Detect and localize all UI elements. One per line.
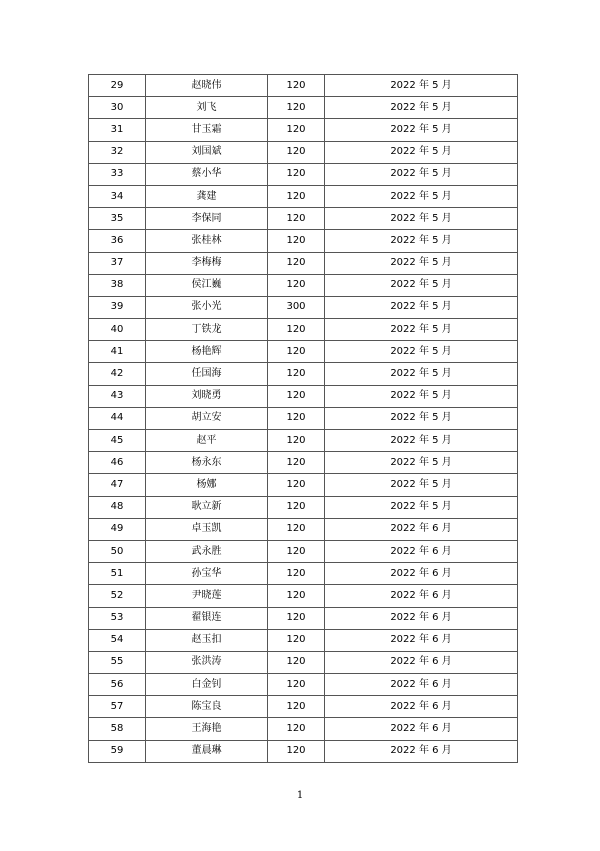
row-number-cell: 58 <box>89 718 146 740</box>
amount-cell: 120 <box>268 651 325 673</box>
row-number-cell: 33 <box>89 163 146 185</box>
date-cell: 2022 年 5 月 <box>325 163 518 185</box>
amount-cell: 300 <box>268 296 325 318</box>
amount-cell: 120 <box>268 274 325 296</box>
table-row <box>89 185 518 207</box>
date-cell: 2022 年 5 月 <box>325 363 518 385</box>
name-cell: 武永胜 <box>146 540 268 562</box>
amount-cell: 120 <box>268 341 325 363</box>
table-row <box>89 119 518 141</box>
amount-cell: 120 <box>268 252 325 274</box>
page-number: 1 <box>296 790 304 801</box>
name-cell: 刘晓勇 <box>146 385 268 407</box>
row-number-cell: 43 <box>89 385 146 407</box>
name-cell: 蔡小华 <box>146 163 268 185</box>
row-number-cell: 50 <box>89 540 146 562</box>
date-cell: 2022 年 5 月 <box>325 496 518 518</box>
amount-cell: 120 <box>268 119 325 141</box>
date-cell: 2022 年 6 月 <box>325 518 518 540</box>
name-cell: 耿立新 <box>146 496 268 518</box>
table-row <box>89 407 518 429</box>
date-cell: 2022 年 6 月 <box>325 585 518 607</box>
date-cell: 2022 年 6 月 <box>325 540 518 562</box>
roster-table-body <box>89 75 518 763</box>
row-number-cell: 44 <box>89 407 146 429</box>
amount-cell: 120 <box>268 718 325 740</box>
table-row <box>89 141 518 163</box>
name-cell: 卓玉凯 <box>146 518 268 540</box>
date-cell: 2022 年 5 月 <box>325 319 518 341</box>
row-number-cell: 49 <box>89 518 146 540</box>
row-number-cell: 42 <box>89 363 146 385</box>
name-cell: 赵平 <box>146 430 268 452</box>
date-cell: 2022 年 6 月 <box>325 629 518 651</box>
date-cell: 2022 年 5 月 <box>325 452 518 474</box>
table-row <box>89 674 518 696</box>
table-row <box>89 385 518 407</box>
table-row <box>89 430 518 452</box>
amount-cell: 120 <box>268 696 325 718</box>
table-row <box>89 274 518 296</box>
date-cell: 2022 年 5 月 <box>325 430 518 452</box>
name-cell: 杨永东 <box>146 452 268 474</box>
table-row <box>89 363 518 385</box>
name-cell: 刘国斌 <box>146 141 268 163</box>
name-cell: 龚建 <box>146 185 268 207</box>
table-row <box>89 607 518 629</box>
amount-cell: 120 <box>268 385 325 407</box>
date-cell: 2022 年 5 月 <box>325 407 518 429</box>
row-number-cell: 45 <box>89 430 146 452</box>
amount-cell: 120 <box>268 97 325 119</box>
amount-cell: 120 <box>268 430 325 452</box>
amount-cell: 120 <box>268 585 325 607</box>
row-number-cell: 53 <box>89 607 146 629</box>
row-number-cell: 38 <box>89 274 146 296</box>
row-number-cell: 46 <box>89 452 146 474</box>
row-number-cell: 39 <box>89 296 146 318</box>
amount-cell: 120 <box>268 674 325 696</box>
amount-cell: 120 <box>268 452 325 474</box>
amount-cell: 120 <box>268 185 325 207</box>
name-cell: 李梅梅 <box>146 252 268 274</box>
table-row <box>89 651 518 673</box>
row-number-cell: 36 <box>89 230 146 252</box>
table-row <box>89 518 518 540</box>
amount-cell: 120 <box>268 496 325 518</box>
date-cell: 2022 年 6 月 <box>325 607 518 629</box>
name-cell: 甘玉霜 <box>146 119 268 141</box>
date-cell: 2022 年 5 月 <box>325 252 518 274</box>
amount-cell: 120 <box>268 75 325 97</box>
row-number-cell: 34 <box>89 185 146 207</box>
name-cell: 丁铁龙 <box>146 319 268 341</box>
name-cell: 杨艳辉 <box>146 341 268 363</box>
name-cell: 李保同 <box>146 208 268 230</box>
table-row <box>89 208 518 230</box>
row-number-cell: 30 <box>89 97 146 119</box>
name-cell: 张桂林 <box>146 230 268 252</box>
amount-cell: 120 <box>268 474 325 496</box>
table-row <box>89 718 518 740</box>
amount-cell: 120 <box>268 518 325 540</box>
row-number-cell: 59 <box>89 740 146 762</box>
date-cell: 2022 年 5 月 <box>325 230 518 252</box>
row-number-cell: 37 <box>89 252 146 274</box>
row-number-cell: 31 <box>89 119 146 141</box>
row-number-cell: 55 <box>89 651 146 673</box>
date-cell: 2022 年 5 月 <box>325 385 518 407</box>
table-row <box>89 452 518 474</box>
amount-cell: 120 <box>268 163 325 185</box>
amount-cell: 120 <box>268 407 325 429</box>
name-cell: 赵玉扣 <box>146 629 268 651</box>
row-number-cell: 41 <box>89 341 146 363</box>
row-number-cell: 54 <box>89 629 146 651</box>
amount-cell: 120 <box>268 629 325 651</box>
date-cell: 2022 年 5 月 <box>325 97 518 119</box>
name-cell: 白金钊 <box>146 674 268 696</box>
table-row <box>89 585 518 607</box>
name-cell: 刘飞 <box>146 97 268 119</box>
row-number-cell: 40 <box>89 319 146 341</box>
date-cell: 2022 年 5 月 <box>325 119 518 141</box>
name-cell: 杨娜 <box>146 474 268 496</box>
table-row <box>89 629 518 651</box>
name-cell: 陈宝良 <box>146 696 268 718</box>
amount-cell: 120 <box>268 319 325 341</box>
date-cell: 2022 年 5 月 <box>325 208 518 230</box>
row-number-cell: 48 <box>89 496 146 518</box>
amount-cell: 120 <box>268 363 325 385</box>
table-row <box>89 740 518 762</box>
date-cell: 2022 年 6 月 <box>325 740 518 762</box>
table-row <box>89 252 518 274</box>
name-cell: 孙宝华 <box>146 563 268 585</box>
amount-cell: 120 <box>268 208 325 230</box>
table-row <box>89 97 518 119</box>
table-row <box>89 75 518 97</box>
date-cell: 2022 年 5 月 <box>325 185 518 207</box>
name-cell: 张洪涛 <box>146 651 268 673</box>
name-cell: 任国海 <box>146 363 268 385</box>
name-cell: 王海艳 <box>146 718 268 740</box>
row-number-cell: 57 <box>89 696 146 718</box>
row-number-cell: 47 <box>89 474 146 496</box>
date-cell: 2022 年 5 月 <box>325 341 518 363</box>
table-row <box>89 319 518 341</box>
table-row <box>89 341 518 363</box>
table-row <box>89 540 518 562</box>
table-row <box>89 296 518 318</box>
row-number-cell: 52 <box>89 585 146 607</box>
date-cell: 2022 年 6 月 <box>325 674 518 696</box>
amount-cell: 120 <box>268 230 325 252</box>
table-row <box>89 474 518 496</box>
amount-cell: 120 <box>268 141 325 163</box>
name-cell: 张小光 <box>146 296 268 318</box>
row-number-cell: 35 <box>89 208 146 230</box>
table-row <box>89 163 518 185</box>
date-cell: 2022 年 5 月 <box>325 274 518 296</box>
name-cell: 侯江巍 <box>146 274 268 296</box>
date-cell: 2022 年 6 月 <box>325 563 518 585</box>
table-row <box>89 496 518 518</box>
date-cell: 2022 年 5 月 <box>325 141 518 163</box>
name-cell: 胡立安 <box>146 407 268 429</box>
amount-cell: 120 <box>268 740 325 762</box>
amount-cell: 120 <box>268 540 325 562</box>
date-cell: 2022 年 6 月 <box>325 696 518 718</box>
table-row <box>89 230 518 252</box>
roster-table <box>88 74 518 763</box>
amount-cell: 120 <box>268 563 325 585</box>
date-cell: 2022 年 6 月 <box>325 651 518 673</box>
name-cell: 董晨琳 <box>146 740 268 762</box>
date-cell: 2022 年 5 月 <box>325 75 518 97</box>
row-number-cell: 32 <box>89 141 146 163</box>
row-number-cell: 51 <box>89 563 146 585</box>
row-number-cell: 29 <box>89 75 146 97</box>
date-cell: 2022 年 6 月 <box>325 718 518 740</box>
table-row <box>89 696 518 718</box>
row-number-cell: 56 <box>89 674 146 696</box>
name-cell: 尹晓莲 <box>146 585 268 607</box>
name-cell: 赵晓伟 <box>146 75 268 97</box>
amount-cell: 120 <box>268 607 325 629</box>
table-row <box>89 563 518 585</box>
date-cell: 2022 年 5 月 <box>325 474 518 496</box>
date-cell: 2022 年 5 月 <box>325 296 518 318</box>
name-cell: 翟银连 <box>146 607 268 629</box>
